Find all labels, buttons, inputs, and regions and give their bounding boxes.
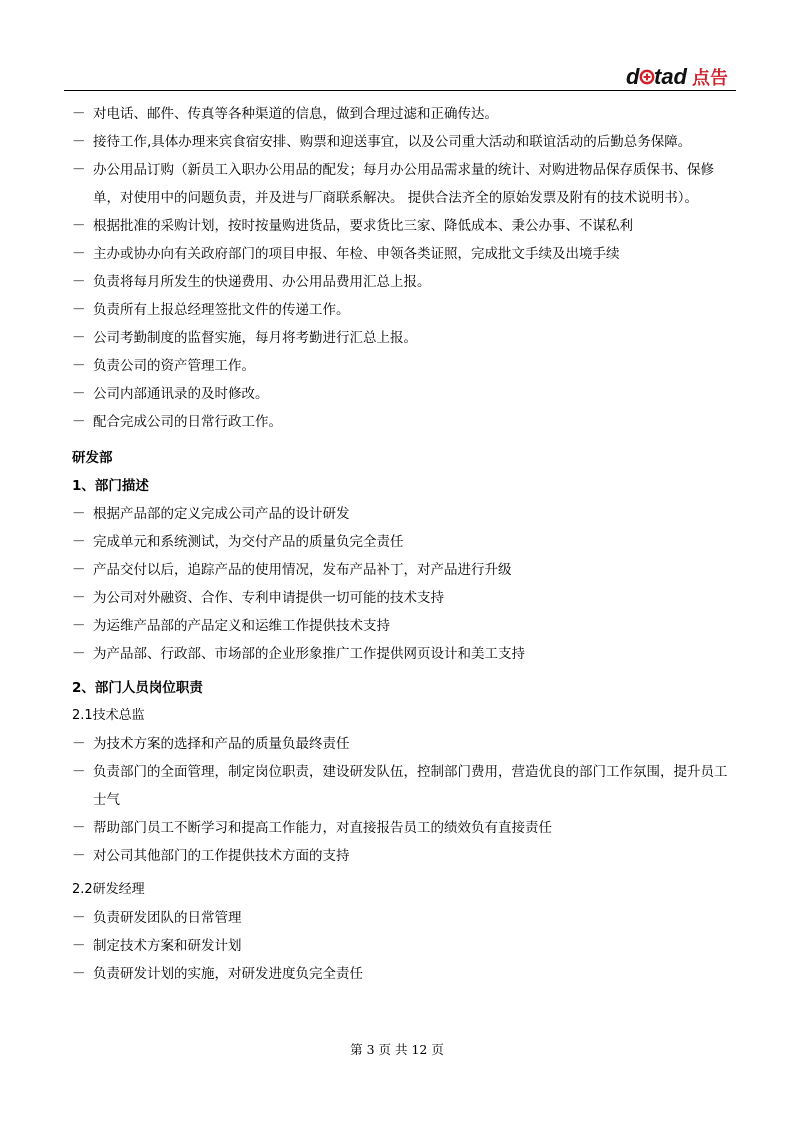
rd-department-title: 研发部 <box>72 450 113 466</box>
cto-duties-list <box>72 730 736 870</box>
dotad-logo <box>626 62 730 90</box>
dash-marker: － <box>72 590 86 606</box>
rd-manager-duties-list <box>72 904 736 988</box>
dash-marker: － <box>72 534 86 550</box>
svg-text:点告: 点告 <box>692 68 728 89</box>
list-item: － 为产品部、行政部、市场部的企业形象推广工作提供网页设计和美工支持 <box>72 640 736 668</box>
list-item: － 产品交付以后，追踪产品的使用情况，发布产品补丁，对产品进行升级 <box>72 556 736 584</box>
dash-marker: － <box>72 966 86 982</box>
list-item: － 为运维产品部的产品定义和运维工作提供技术支持 <box>72 612 736 640</box>
dash-marker: － <box>72 736 86 752</box>
dash-marker: － <box>72 302 86 318</box>
dash-marker: － <box>72 330 86 346</box>
list-item: － 负责所有上报总经理签批文件的传递工作。 <box>72 296 736 324</box>
svg-text:tad: tad <box>654 64 687 89</box>
dash-marker: － <box>72 414 86 430</box>
dash-marker: － <box>72 562 86 578</box>
list-item: － 负责研发计划的实施，对研发进度负完全责任 <box>72 960 736 988</box>
admin-duties-list <box>72 100 736 436</box>
list-item: － 配合完成公司的日常行政工作。 <box>72 408 736 436</box>
dash-marker: － <box>72 506 86 522</box>
dash-marker: － <box>72 848 86 864</box>
page-footer <box>0 1040 794 1058</box>
list-item: － 主办或协办向有关政府部门的项目申报、年检、申领各类证照，完成批文手续及出境手续 <box>72 240 736 268</box>
list-item: － 为公司对外融资、合作、专利申请提供一切可能的技术支持 <box>72 584 736 612</box>
list-item: － 负责研发团队的日常管理 <box>72 904 736 932</box>
list-item: － 根据批准的采购计划，按时按量购进货品，要求货比三家、降低成本、秉公办事、不谋私利 <box>72 212 736 240</box>
dash-marker: － <box>72 646 86 662</box>
dash-marker: － <box>72 820 86 836</box>
dash-marker: － <box>72 162 86 178</box>
list-item: － 完成单元和系统测试，为交付产品的质量负完全责任 <box>72 528 736 556</box>
list-item: － 对公司其他部门的工作提供技术方面的支持 <box>72 842 736 870</box>
list-item: － 负责部门的全面管理，制定岗位职责，建设研发队伍，控制部门费用，营造优良的部门工作氛围，提升员工士气 <box>72 758 736 814</box>
dash-marker: － <box>72 910 86 926</box>
dash-marker: － <box>72 618 86 634</box>
dash-marker: － <box>72 106 86 122</box>
dash-marker: － <box>72 218 86 234</box>
section-heading-responsibilities: 2、部门人员岗位职责 <box>72 680 203 696</box>
list-item: － 公司内部通讯录的及时修改。 <box>72 380 736 408</box>
dash-marker: － <box>72 274 86 290</box>
list-item: － 负责将每月所发生的快递费用、办公用品费用汇总上报。 <box>72 268 736 296</box>
dash-marker: － <box>72 764 86 780</box>
subsection-rd-manager-title: 2.2研发经理 <box>72 882 145 897</box>
page-header <box>64 62 736 92</box>
list-item: － 为技术方案的选择和产品的质量负最终责任 <box>72 730 736 758</box>
subsection-cto-title: 2.1技术总监 <box>72 708 145 723</box>
header-rule <box>64 90 736 91</box>
list-item: － 对电话、邮件、传真等各种渠道的信息，做到合理过滤和正确传达。 <box>72 100 736 128</box>
list-item: － 办公用品订购（新员工入职办公用品的配发；每月办公用品需求量的统计、对购进物品保存质保书、保修单，对使用中的问题负责，并及进与厂商联系解决。 提供合法齐全的原始发票及附有的技术说明书）。 <box>72 156 736 212</box>
list-item: － 帮助部门员工不断学习和提高工作能力，对直接报告员工的绩效负有直接责任 <box>72 814 736 842</box>
list-item: － 接待工作,具体办理来宾食宿安排、购票和迎送事宜，以及公司重大活动和联谊活动的后勤总务保障。 <box>72 128 736 156</box>
list-item: － 负责公司的资产管理工作。 <box>72 352 736 380</box>
list-item: － 根据产品部的定义完成公司产品的设计研发 <box>72 500 736 528</box>
dash-marker: － <box>72 938 86 954</box>
dash-marker: － <box>72 386 86 402</box>
page-number: 第 3 页 共 12 页 <box>350 1042 444 1057</box>
svg-text:d: d <box>626 64 640 89</box>
document-body <box>72 100 736 988</box>
list-item: － 制定技术方案和研发计划 <box>72 932 736 960</box>
dash-marker: － <box>72 134 86 150</box>
section-heading-description: 1、部门描述 <box>72 478 149 494</box>
rd-description-list <box>72 500 736 668</box>
dash-marker: － <box>72 246 86 262</box>
list-item: － 公司考勤制度的监督实施，每月将考勤进行汇总上报。 <box>72 324 736 352</box>
dash-marker: － <box>72 358 86 374</box>
